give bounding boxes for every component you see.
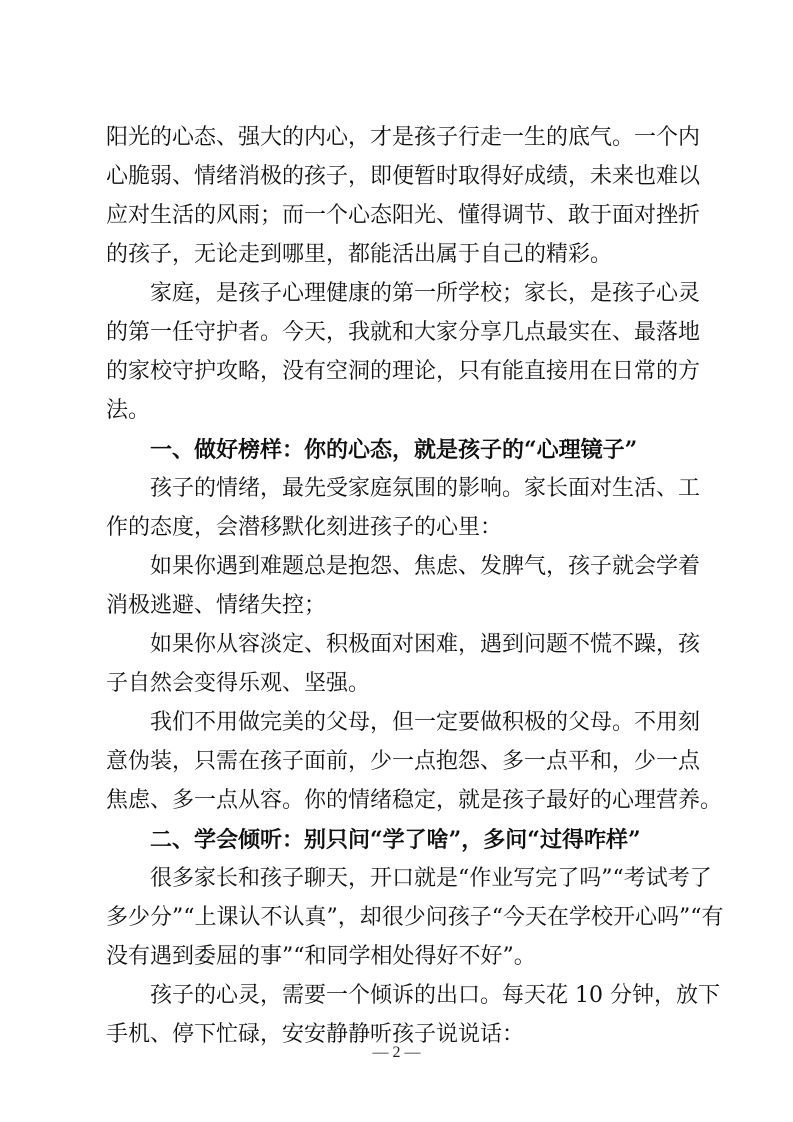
text-line: 意伪装，只需在孩子面前，少一点抱怨、多一点平和，少一点 xyxy=(106,749,701,774)
text-line: 消极逃避、情绪失控； xyxy=(106,593,327,618)
text-line: 子自然会变得乐观、坚强。 xyxy=(106,671,371,696)
paragraph-first-line: 孩子的心灵，需要一个倾诉的出口。每天花 10 分钟，放下 xyxy=(150,983,720,1008)
text-line: 多少分”“上课认不认真”，却很少问孩子“今天在学校开心吗”“有 xyxy=(106,905,724,930)
text-line: 作的态度，会潜移默化刻进孩子的心里： xyxy=(106,515,503,540)
text-line: 的家校守护攻略，没有空洞的理论，只有能直接用在日常的方 xyxy=(106,359,701,384)
text-line: 焦虑、多一点从容。你的情绪稳定，就是孩子最好的心理营养。 xyxy=(106,788,723,813)
paragraph-first-line: 如果你遇到难题总是抱怨、焦虑、发脾气，孩子就会学着 xyxy=(150,554,701,579)
page-number: — 2 — xyxy=(372,1044,421,1061)
text-line: 法。 xyxy=(106,398,151,423)
section-heading-2: 二、学会倾听：别只问“学了啥”，多问“过得咋样” xyxy=(150,827,641,853)
text-line: 的第一任守护者。今天，我就和大家分享几点最实在、最落地 xyxy=(106,320,701,345)
paragraph-first-line: 家庭，是孩子心理健康的第一所学校；家长，是孩子心灵 xyxy=(150,281,701,306)
paragraph-first-line: 很多家长和孩子聊天，开口就是“作业写完了吗”“考试考了 xyxy=(150,866,712,891)
paragraph-first-line: 我们不用做完美的父母，但一定要做积极的父母。不用刻 xyxy=(150,710,701,735)
text-line: 应对生活的风雨；而一个心态阳光、懂得调节、敢于面对挫折 xyxy=(106,203,701,228)
paragraph-first-line: 如果你从容淡定、积极面对困难，遇到问题不慌不躁，孩 xyxy=(150,632,701,657)
text-line: 的孩子，无论走到哪里，都能活出属于自己的精彩。 xyxy=(106,242,613,267)
text-line: 手机、停下忙碌，安安静静听孩子说说话： xyxy=(106,1022,525,1047)
text-line: 心脆弱、情绪消极的孩子，即便暂时取得好成绩，未来也难以 xyxy=(106,164,701,189)
text-line: 阳光的心态、强大的内心，才是孩子行走一生的底气。一个内 xyxy=(106,125,701,150)
section-heading-1: 一、做好榜样：你的心态，就是孩子的“心理镜子” xyxy=(150,437,638,463)
paragraph-first-line: 孩子的情绪，最先受家庭氛围的影响。家长面对生活、工 xyxy=(150,476,701,501)
text-line: 没有遇到委屈的事”“和同学相处得好不好”。 xyxy=(106,944,536,969)
